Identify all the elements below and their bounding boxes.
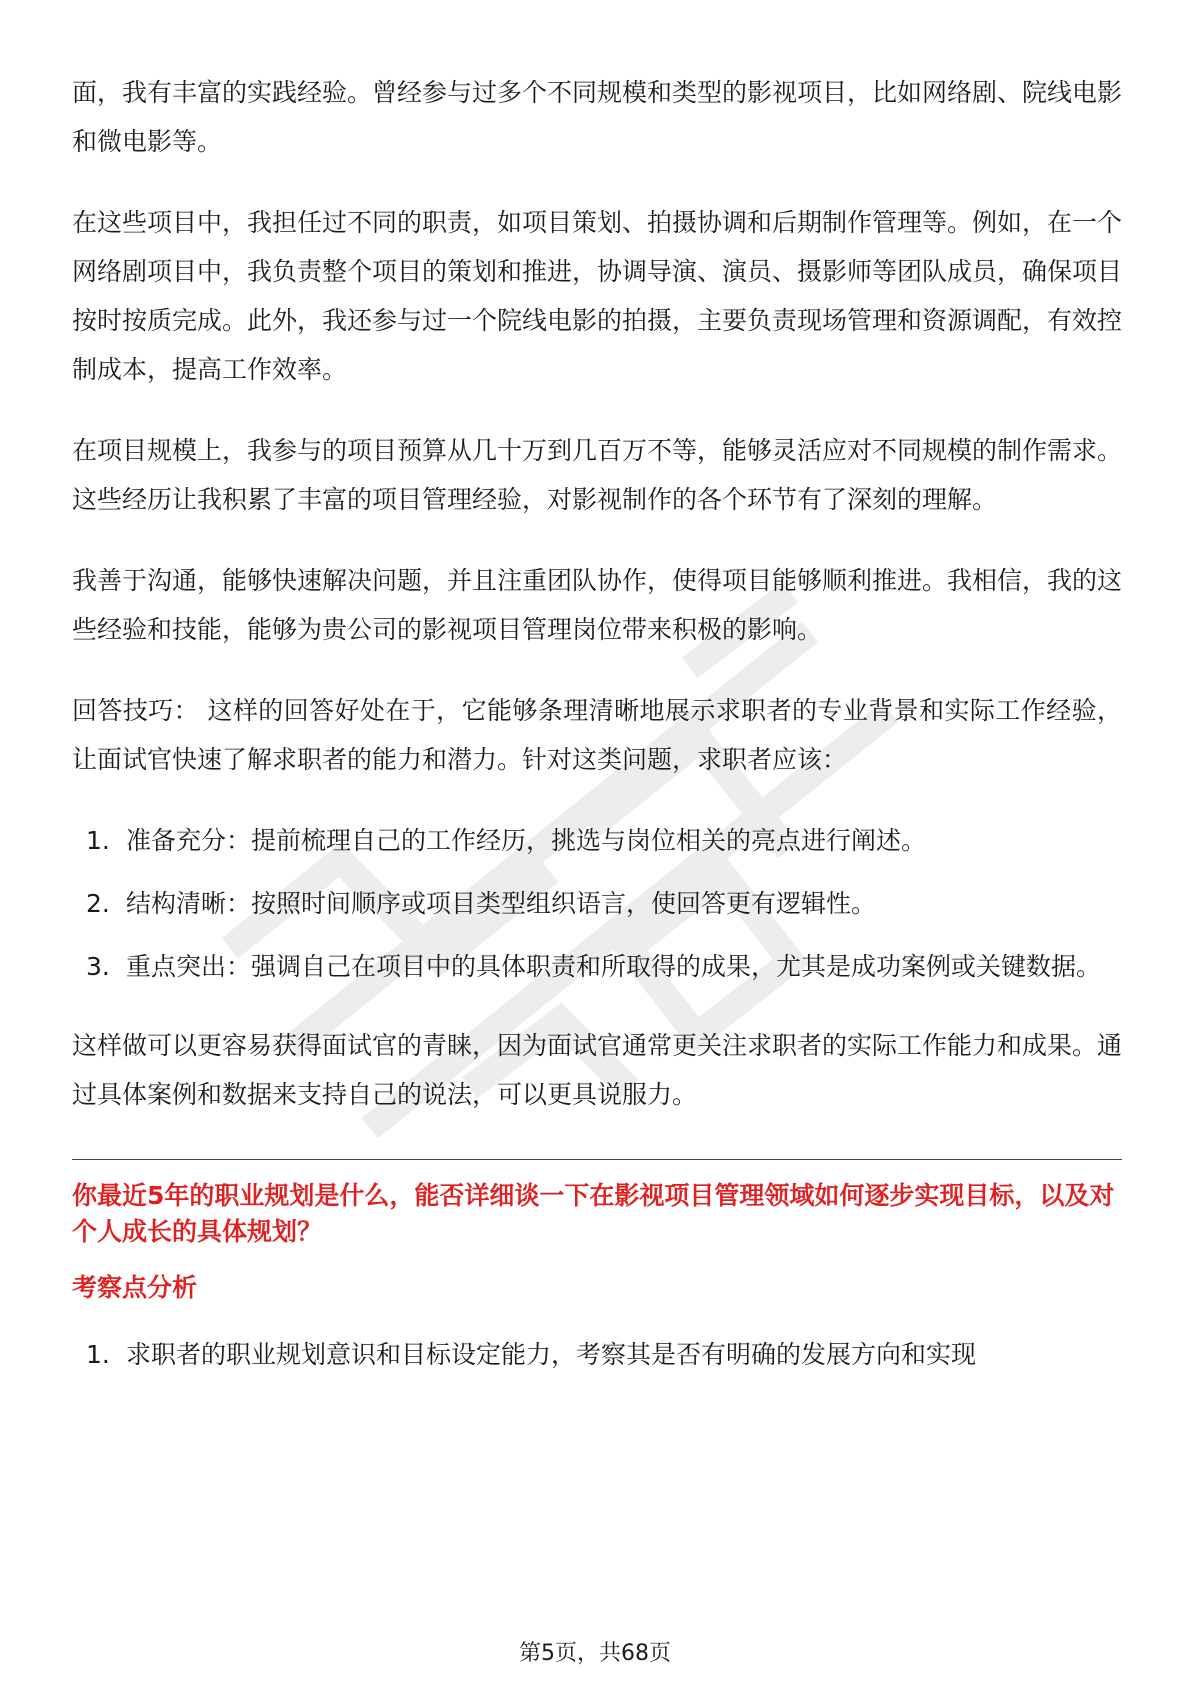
list-number: 2. (86, 889, 110, 918)
list-item-text: 准备充分：提前梳理自己的工作经历，挑选与岗位相关的亮点进行阐述。 (126, 826, 927, 855)
answer-paragraph: 在这些项目中，我担任过不同的职责，如项目策划、拍摄协调和后期制作管理等。例如，在一个网络剧项目中，我负责整个项目的策划和推进，协调导演、演员、摄影师等团队成员，确保项目按时按质完成。此外，我还参与过一个院线电影的拍摄，主要负责现场管理和资源调配，有效控制成本，提高工作效率。 (72, 208, 1123, 384)
list-item (72, 942, 1122, 991)
tips-intro: 回答技巧： 这样的回答好处在于，它能够条理清晰地展示求职者的专业背景和实际工作经验，让面试官快速了解求职者的能力和潜力。针对这类问题，求职者应该： (72, 696, 1122, 774)
closing-paragraph: 这样做可以更容易获得面试官的青睐，因为面试官通常更关注求职者的实际工作能力和成果。通过具体案例和数据来支持自己的说法，可以更具说服力。 (72, 1031, 1123, 1109)
list-item-text: 求职者的职业规划意识和目标设定能力，考察其是否有明确的发展方向和实现 (126, 1340, 977, 1369)
main-content (72, 68, 1122, 1379)
page-footer: 第5页，共68页 (519, 1641, 671, 1666)
tips-list (72, 816, 1122, 991)
answer-paragraph: 在项目规模上，我参与的项目预算从几十万到几百万不等，能够灵活应对不同规模的制作需求。这些经历让我积累了丰富的项目管理经验，对影视制作的各个环节有了深刻的理解。 (72, 436, 1123, 514)
section-divider (72, 1159, 1122, 1160)
list-item-text: 重点突出：强调自己在项目中的具体职责和所取得的成果，尤其是成功案例或关键数据。 (126, 952, 1102, 981)
answer-paragraph: 面，我有丰富的实践经验。曾经参与过多个不同规模和类型的影视项目，比如网络剧、院线电影和微电影等。 (72, 78, 1123, 156)
list-item (72, 816, 1122, 865)
list-item (72, 1330, 1122, 1379)
list-number: 1. (86, 826, 110, 855)
list-item-text: 结构清晰：按照时间顺序或项目类型组织语言，使回答更有逻辑性。 (126, 889, 877, 918)
analysis-list (72, 1330, 1122, 1379)
section-title: 考察点分析 (72, 1273, 198, 1302)
list-number: 3. (86, 952, 110, 981)
list-item (72, 879, 1122, 928)
answer-paragraph: 我善于沟通，能够快速解决问题，并且注重团队协作，使得项目能够顺利推进。我相信，我的这些经验和技能，能够为贵公司的影视项目管理岗位带来积极的影响。 (72, 566, 1123, 644)
list-number: 1. (86, 1340, 110, 1369)
interview-question: 你最近5年的职业规划是什么，能否详细谈一下在影视项目管理领域如何逐步实现目标，以及对个人成长的具体规划？ (72, 1181, 1115, 1246)
